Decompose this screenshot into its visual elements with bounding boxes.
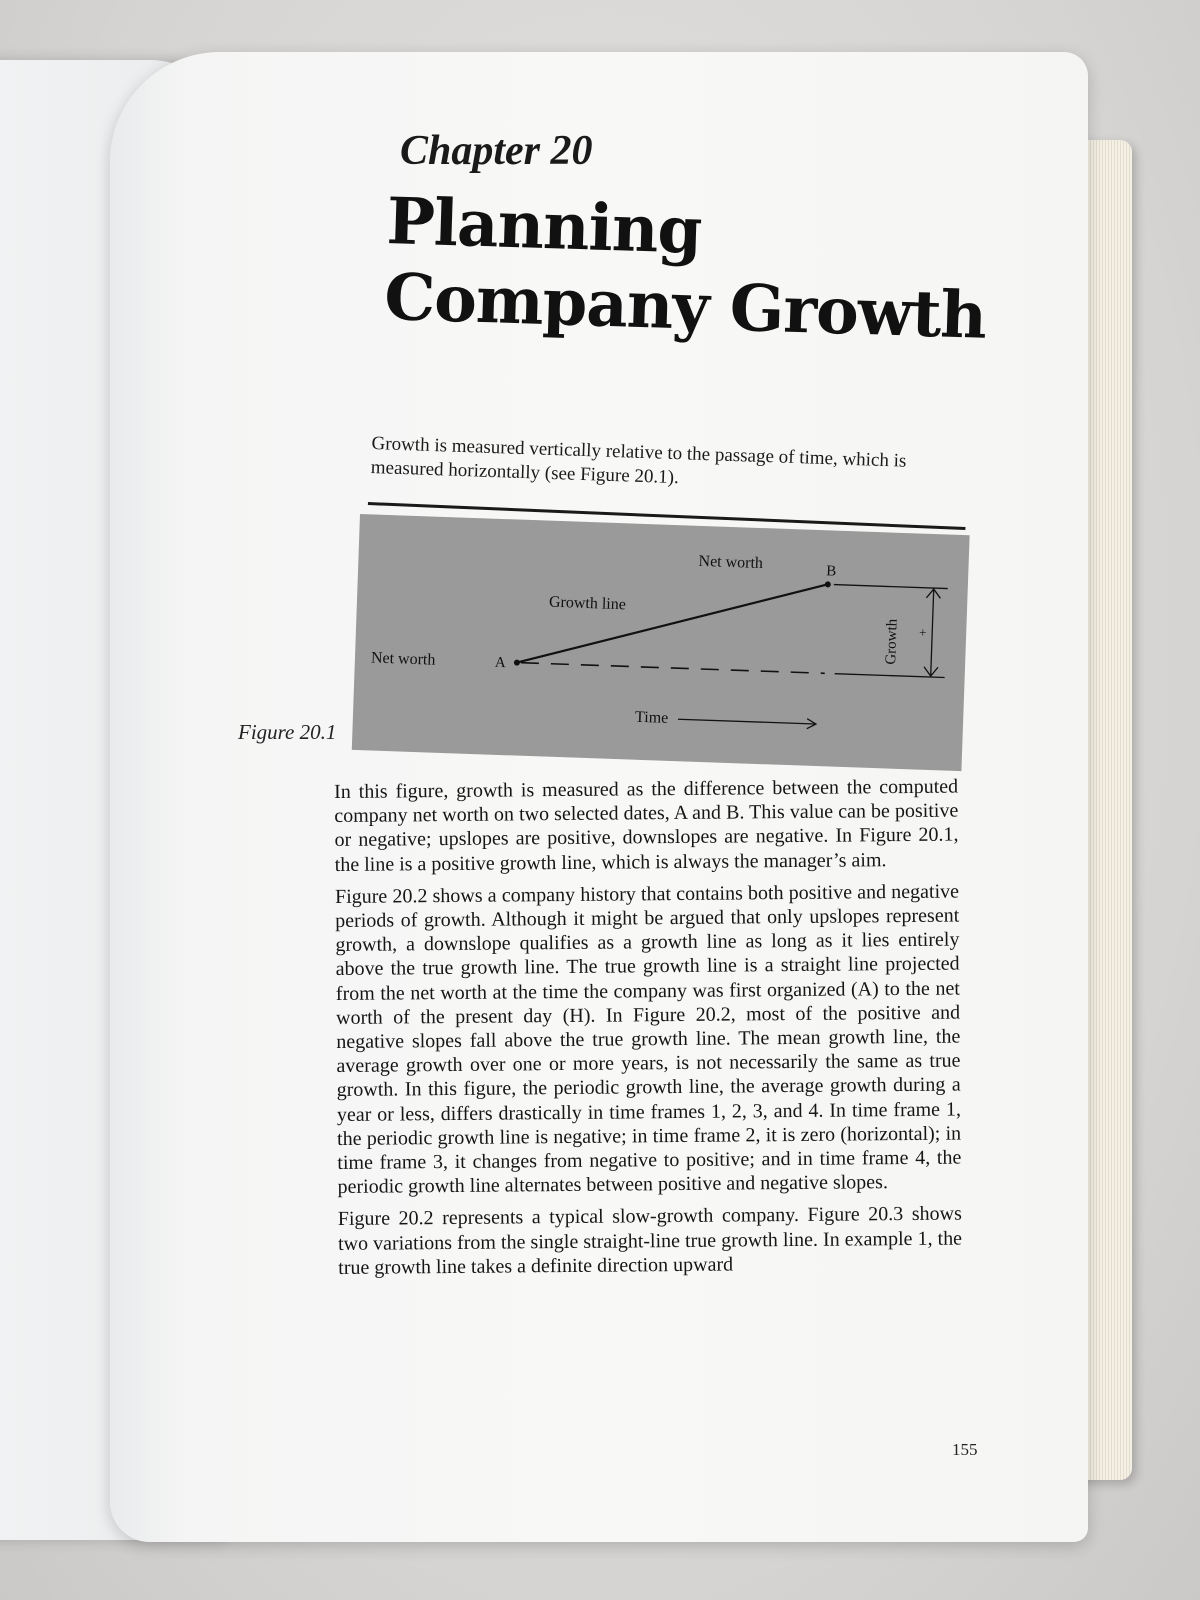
chapter-title [383,184,989,355]
label-point-a: A [494,654,507,672]
figure-20-1 [352,514,970,771]
label-plus: + [918,624,927,640]
label-point-b: B [826,563,837,580]
intro-paragraph: Growth is measured vertically relative to the passage of time, which is measured horizontally (see Figure 20.1). [370,432,907,489]
paragraph-1: In this figure, growth is measured as the difference between the computed company net worth on two selected dates, A and B. This value can be positive or negative; upslopes are positive, downslopes are negative. In Figure 20.1, the line is a positive growth line, which is always the manager’s aim. [334,775,959,876]
chapter-label: Chapter 20 [400,128,593,174]
chapter-title-line-2: Company Growth [383,259,988,354]
growth-diagram [352,514,970,771]
label-time: Time [634,708,669,727]
label-net-worth-left: Net worth [370,649,436,669]
baseline-dashed [521,663,825,674]
point-a-marker [514,659,520,665]
time-arrow-shaft [678,719,815,724]
label-growth-line: Growth line [548,593,627,614]
point-b-marker [825,581,831,587]
label-net-worth-top: Net worth [698,552,764,573]
label-growth: Growth [883,618,901,665]
paragraph-3: Figure 20.2 represents a typical slow-growth company. Figure 20.3 shows two variations from the single straight-line true growth line. In example 1, the true growth line takes a definite direction upward [337,1202,963,1279]
book-page [110,52,1088,1542]
baseline-right [835,674,945,678]
top-line-right [834,585,948,589]
growth-arrow-shaft [931,590,934,675]
chapter-title-line-1: Planning [385,184,703,269]
growth-line [517,574,828,674]
paragraph-2: Figure 20.2 shows a company history that contains both positive and negative periods of growth. Although it might be argued that only upslopes represent growth, a downslope qualifies as a growth line as long as it lies entirely above the true growth line. The true growth line is a straight line projected from the net worth at the time the company was first organized (A) to the net worth of the present day (H). In Figure 20.2, most of the positive and negative slopes fall above the true growth line. The mean growth line, the average growth over one or more years, is not necessarily the same as true growth. In this figure, the periodic growth line, the average growth during a year or less, differs drastically in time frames 1, 2, 3, and 4. In time frame 1, the periodic growth line is negative; in time frame 2, it is zero (horizontal); in time frame 3, it changes from negative to positive; and in time frame 4, the periodic growth line alternates between positive and negative slopes. [334,880,962,1199]
figure-caption: Figure 20.1 [238,720,337,744]
page-number: 155 [952,1440,978,1459]
body-text [334,775,962,1288]
